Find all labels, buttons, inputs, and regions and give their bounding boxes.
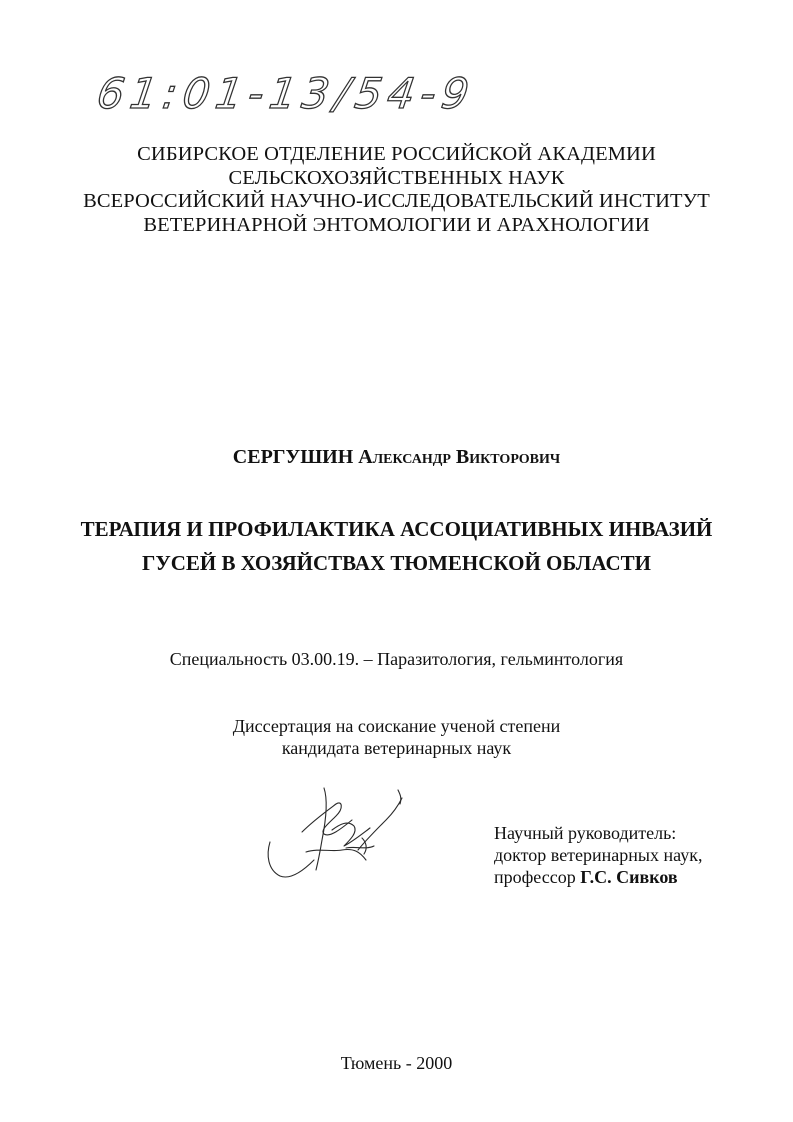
- dissertation-title: [0, 512, 793, 580]
- institution-line: ВСЕРОССИЙСКИЙ НАУЧНО-ИССЛЕДОВАТЕЛЬСКИЙ ИНСТИТУТ: [83, 190, 710, 212]
- handwritten-archive-code: [94, 62, 478, 130]
- title-line: ГУСЕЙ В ХОЗЯЙСТВАХ ТЮМЕНСКОЙ ОБЛАСТИ: [141, 551, 651, 575]
- degree-statement: [0, 715, 793, 759]
- city-year: Тюмень - 2000: [340, 1053, 453, 1073]
- author-surname: СЕРГУШИН: [232, 446, 354, 468]
- institution-line: СЕЛЬСКОХОЗЯЙСТВЕННЫХ НАУК: [228, 166, 565, 189]
- author-given-names: Александр Викторович: [358, 446, 561, 468]
- degree-line: кандидата ветеринарных наук: [281, 738, 512, 758]
- supervisor-title: профессор: [494, 867, 576, 887]
- supervisor-degree: доктор ветеринарных наук,: [494, 845, 703, 865]
- author-name: [0, 445, 793, 469]
- handwritten-signature: [262, 780, 412, 890]
- supervisor-name-line: [494, 866, 702, 888]
- archive-code-text: 61:01-13/54-9: [94, 69, 478, 118]
- title-line: ТЕРАПИЯ И ПРОФИЛАКТИКА АССОЦИАТИВНЫХ ИНВАЗИЙ: [80, 517, 713, 541]
- institution-header: [0, 143, 793, 237]
- degree-line: Диссертация на соискание ученой степени: [232, 716, 561, 736]
- institution-line: СИБИРСКОЕ ОТДЕЛЕНИЕ РОССИЙСКОЙ АКАДЕМИИ: [137, 143, 656, 165]
- supervisor-name: Г.С. Сивков: [580, 867, 678, 887]
- supervisor-block: [494, 822, 702, 888]
- supervisor-label: Научный руководитель:: [494, 823, 677, 843]
- specialty-line: Специальность 03.00.19. – Паразитология, гельминтология: [169, 649, 624, 669]
- institution-line: ВЕТЕРИНАРНОЙ ЭНТОМОЛОГИИ И АРАХНОЛОГИИ: [143, 213, 650, 236]
